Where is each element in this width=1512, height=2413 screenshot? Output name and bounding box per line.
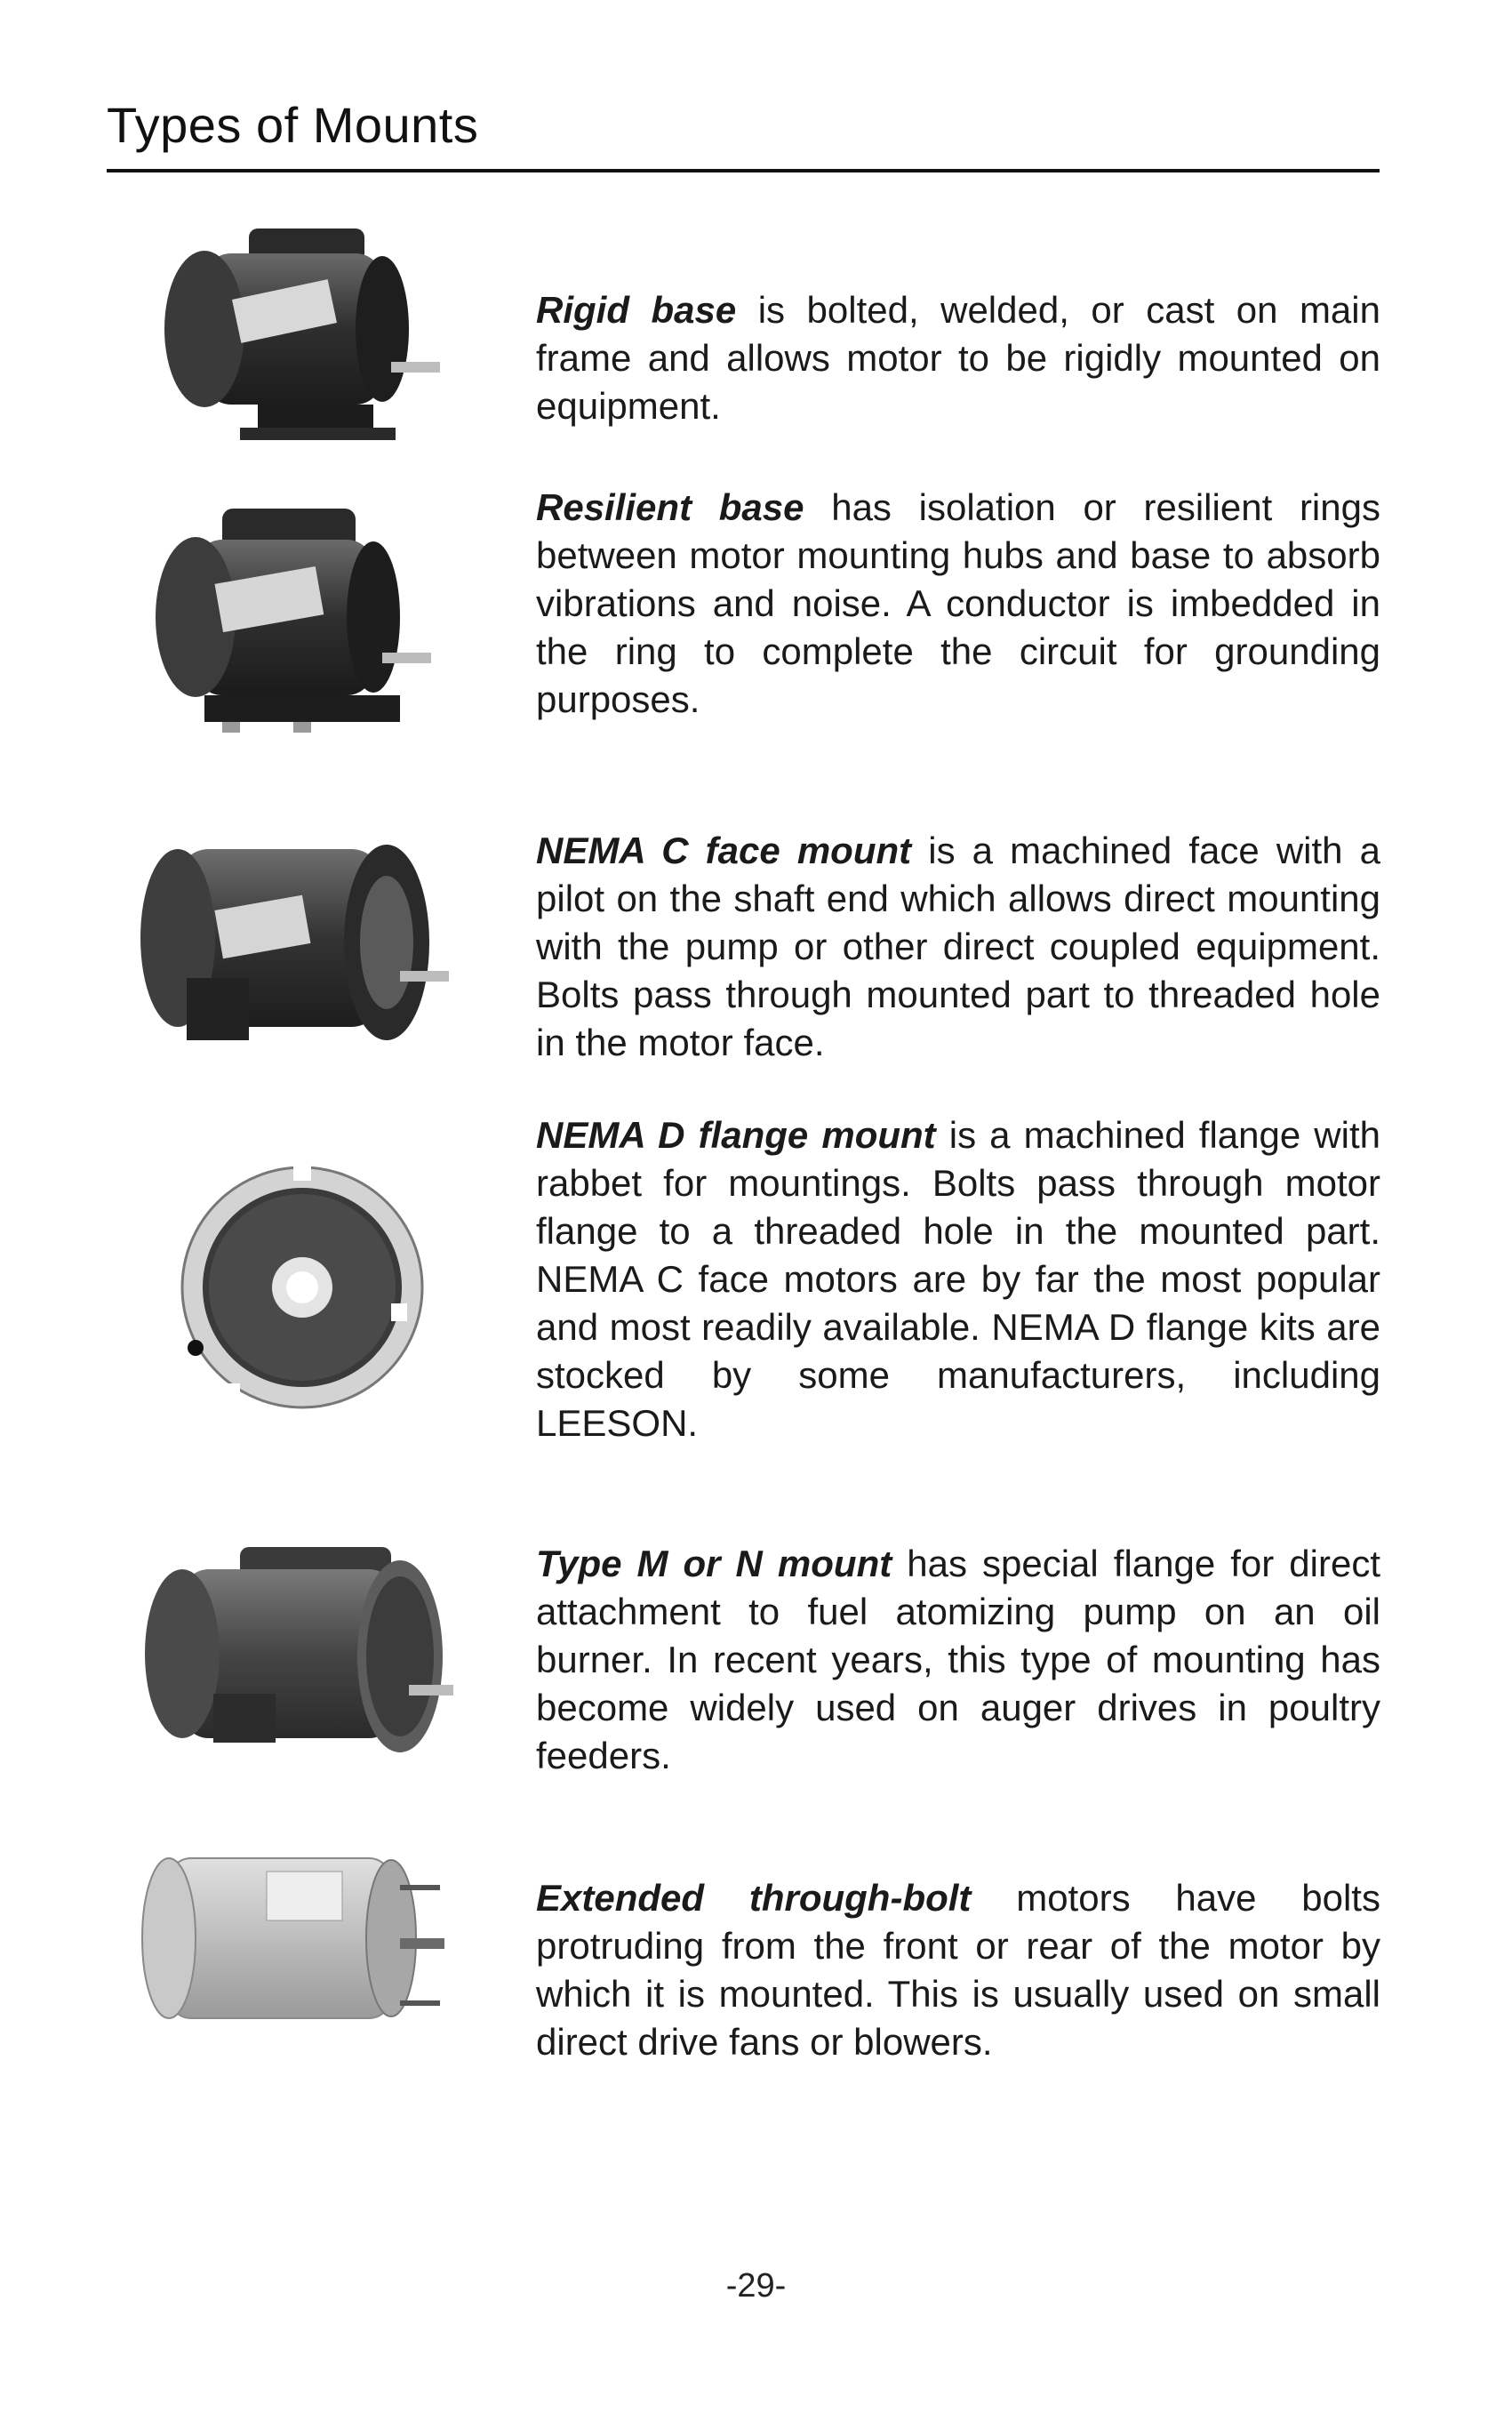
through-bolt-motor-icon (133, 1845, 462, 2049)
mount-description (536, 286, 1380, 430)
resilient-base-motor-icon (133, 500, 462, 762)
mount-description (536, 827, 1380, 1067)
c-face-motor-icon (133, 836, 462, 1067)
page-title: Types of Mounts (107, 97, 479, 153)
mount-term: Extended through-bolt (536, 1877, 972, 1919)
mount-description (536, 1540, 1380, 1780)
mount-term: Type M or N mount (536, 1543, 892, 1584)
mount-term: Resilient base (536, 486, 804, 528)
mount-text: is a machined flange with rabbet for mountings. Bolts pass through motor flange to a threaded hole in the mounted part. NEMA C face motors are by far the most popular and most readily available. NEMA D flange kits are stocked by some manufacturers, including LEESON. (536, 1114, 1380, 1444)
mount-term: Rigid base (536, 289, 737, 331)
title-divider (107, 169, 1380, 172)
mount-term: NEMA C face mount (536, 830, 912, 871)
mount-description (536, 1111, 1380, 1447)
d-flange-icon (133, 1154, 462, 1421)
type-m-n-motor-icon (133, 1543, 462, 1774)
mount-text: motors have bolts protruding from the front or rear of the motor by which it is mounted. This is usually used on small direct drive fans or blowers. (536, 1877, 1380, 2063)
rigid-base-motor-icon (133, 218, 462, 471)
mount-text: is bolted, welded, or cast on main frame and allows motor to be rigidly mounted on equipment. (536, 289, 1380, 427)
mount-term: NEMA D flange mount (536, 1114, 936, 1156)
mount-description (536, 484, 1380, 724)
page-number: -29- (725, 2267, 787, 2305)
mount-text: is a machined face with a pilot on the shaft end which allows direct mounting with the pump or other direct coupled equipment. Bolts pass through mounted part to threaded hole in the motor face. (536, 830, 1380, 1063)
mount-text: has isolation or resilient rings between motor mounting hubs and base to absorb vibrations and noise. A conductor is imbedded in the ring to complete the circuit for grounding purposes. (536, 486, 1380, 720)
mount-description (536, 1874, 1380, 2066)
mount-text: has special flange for direct attachment to fuel atomizing pump on an oil burner. In recent years, this type of mounting has become widely used on auger drives in poultry feeders. (536, 1543, 1380, 1776)
